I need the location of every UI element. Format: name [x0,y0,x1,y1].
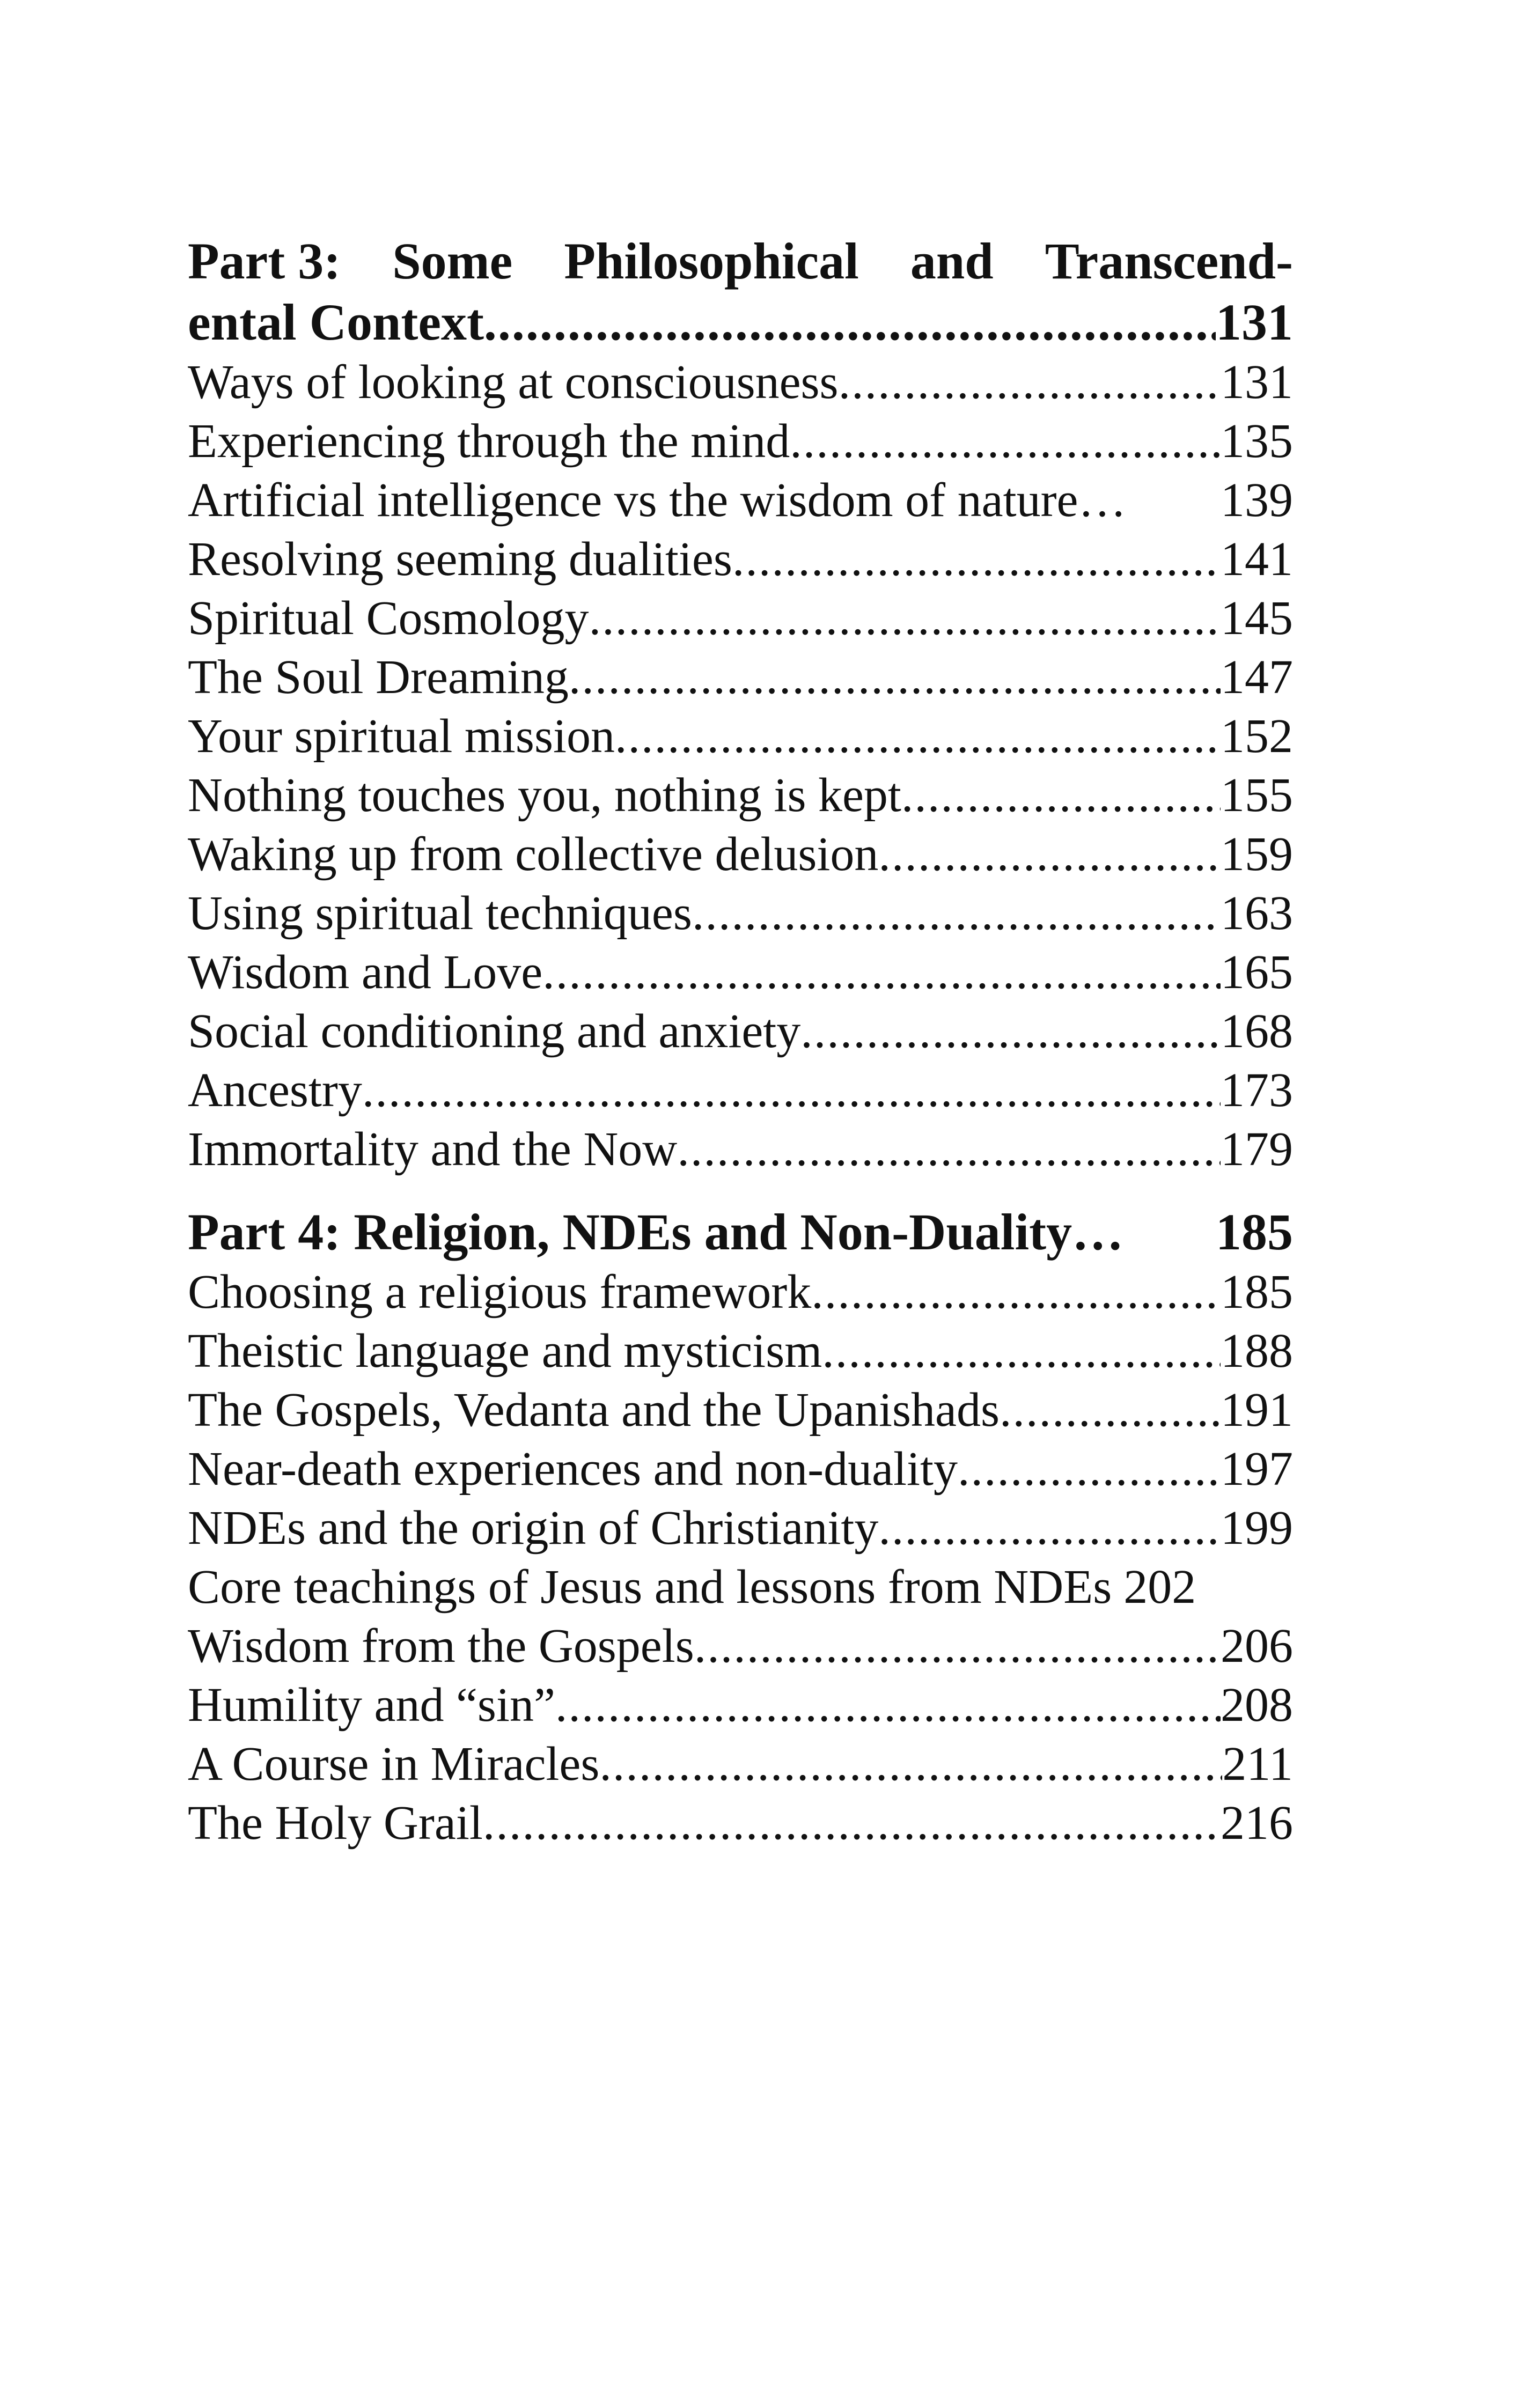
toc-entry[interactable] [188,353,1293,412]
toc-entry-title: Near-death experiences and non-duality [188,1442,958,1496]
toc-entry-title: Theistic language and mysticism [188,1324,822,1378]
dot-leader [822,1322,1221,1381]
toc-entry[interactable] [188,766,1293,825]
dot-leader [811,1263,1221,1322]
toc-entry[interactable] [188,707,1293,766]
dot-leader [958,1440,1221,1499]
toc-entry-page: 145 [1221,592,1293,645]
toc-entry-title: Humility and “sin” [188,1678,555,1732]
part3-heading-word: Part 3: [188,232,341,290]
toc-entry-title: Ways of looking at consciousness [188,356,839,409]
toc-entry-page: 202 [1123,1560,1196,1614]
part3-heading-word: and [910,232,994,290]
toc-entry-page: 139 [1221,474,1293,527]
toc-entry-page: 131 [1221,356,1293,409]
toc-entry[interactable] [188,943,1293,1002]
toc-entry[interactable] [188,1794,1293,1853]
toc-entry-page: 155 [1221,769,1293,822]
toc-entry-page: 135 [1221,415,1293,468]
toc-entry-title: Ancestry [188,1064,362,1117]
toc-entry-page: 199 [1221,1501,1293,1555]
toc-entry-title: Your spiritual mission [188,710,615,763]
part3-page-number: 131 [1216,293,1293,351]
dot-leader [878,825,1221,884]
toc-entry-title: Core teachings of Jesus and lessons from NDEs [188,1560,1112,1614]
toc-entry-page: 159 [1221,828,1293,881]
part3-heading-line1 [188,231,1293,292]
toc-entry-page: 208 [1221,1678,1293,1732]
toc-entry[interactable] [188,1676,1293,1735]
dot-leader [484,292,1216,353]
toc-entry[interactable] [188,1381,1293,1440]
toc-entry-title: A Course in Miracles [188,1737,600,1791]
toc-entry[interactable] [188,1002,1293,1061]
toc-entry-page: 191 [1221,1383,1293,1437]
part3-heading-word: Some [392,232,513,290]
toc-entry-page: 179 [1221,1123,1293,1176]
table-of-contents [188,231,1293,1853]
toc-entry-page: 216 [1221,1796,1293,1850]
toc-entry-page: 168 [1221,1005,1293,1058]
dot-leader [694,1617,1221,1676]
toc-entry-page: 188 [1221,1324,1293,1378]
toc-entry-title: Artificial intelligence vs the wisdom of nature [188,474,1078,527]
toc-entry[interactable] [188,884,1293,943]
toc-entry-page: 211 [1222,1737,1293,1791]
toc-entry[interactable] [188,648,1293,707]
toc-entry-page: 147 [1221,651,1293,704]
part3-heading [188,231,1293,353]
dot-leader [800,1002,1221,1061]
toc-entry-title: Immortality and the Now [188,1123,678,1176]
toc-entry-title: Waking up from collective delusion [188,828,879,881]
toc-entry-title: The Holy Grail [188,1796,483,1850]
toc-entry[interactable] [188,825,1293,884]
toc-entry[interactable] [188,1061,1293,1120]
toc-entry-title: Social conditioning and anxiety [188,1005,801,1058]
toc-entry[interactable] [188,1120,1293,1179]
dot-leader [1078,471,1221,530]
toc-entry[interactable] [188,1322,1293,1381]
dot-leader [599,1735,1222,1794]
toc-entry[interactable] [188,1499,1293,1558]
part4-heading[interactable] [188,1202,1293,1263]
toc-entry-title: Nothing touches you, nothing is kept [188,769,901,822]
part4-heading-title: Part 4: Religion, NDEs and Non-Duality [188,1203,1072,1261]
part3-heading-line2[interactable] [188,292,1293,353]
toc-entry-page: 185 [1221,1265,1293,1319]
toc-entry[interactable] [188,1558,1293,1617]
toc-entry-page: 206 [1221,1619,1293,1673]
toc-entry-title: Resolving seeming dualities [188,533,732,586]
toc-entry[interactable] [188,1735,1293,1794]
toc-entry-title: Spiritual Cosmology [188,592,589,645]
dot-leader [483,1794,1221,1853]
dot-leader [790,412,1221,471]
toc-entry-title: Choosing a religious framework [188,1265,812,1319]
dot-leader [615,707,1221,766]
toc-entry[interactable] [188,412,1293,471]
part4-page-number: 185 [1216,1203,1293,1261]
dot-leader [692,884,1221,943]
toc-entry[interactable] [188,1617,1293,1676]
toc-entry[interactable] [188,589,1293,648]
toc-entry-title: Wisdom from the Gospels [188,1619,694,1673]
dot-leader [569,648,1221,707]
dot-leader [555,1676,1221,1735]
dot-leader [1000,1381,1221,1440]
toc-entry-page: 173 [1221,1064,1293,1117]
toc-entry-title: The Soul Dreaming [188,651,569,704]
part3-heading-title: ental Context [188,293,484,351]
toc-entry-title: Using spiritual techniques [188,887,692,940]
toc-entry-page: 165 [1221,946,1293,999]
toc-entry[interactable] [188,1440,1293,1499]
toc-entry-title: Experiencing through the mind [188,415,790,468]
toc-entry-page: 152 [1221,710,1293,763]
toc-entry[interactable] [188,1263,1293,1322]
part3-heading-word: Philosophical [564,232,859,290]
dot-leader [878,1499,1221,1558]
dot-leader [362,1061,1221,1120]
dot-leader [589,589,1221,648]
toc-entry[interactable] [188,530,1293,589]
part3-heading-word: Transcend- [1045,232,1293,290]
dot-leader [732,530,1221,589]
toc-entry-title: The Gospels, Vedanta and the Upanishads [188,1383,1000,1437]
toc-entry-title: NDEs and the origin of Christianity [188,1501,879,1555]
dot-leader [542,943,1221,1002]
dot-leader [1072,1202,1216,1263]
toc-entry-page: 163 [1221,887,1293,940]
dot-leader [839,353,1221,412]
dot-leader [901,766,1221,825]
toc-entry[interactable] [188,471,1293,530]
dot-leader [677,1120,1221,1179]
toc-entry-title: Wisdom and Love [188,946,543,999]
toc-entry-page: 141 [1221,533,1293,586]
toc-entry-page: 197 [1221,1442,1293,1496]
